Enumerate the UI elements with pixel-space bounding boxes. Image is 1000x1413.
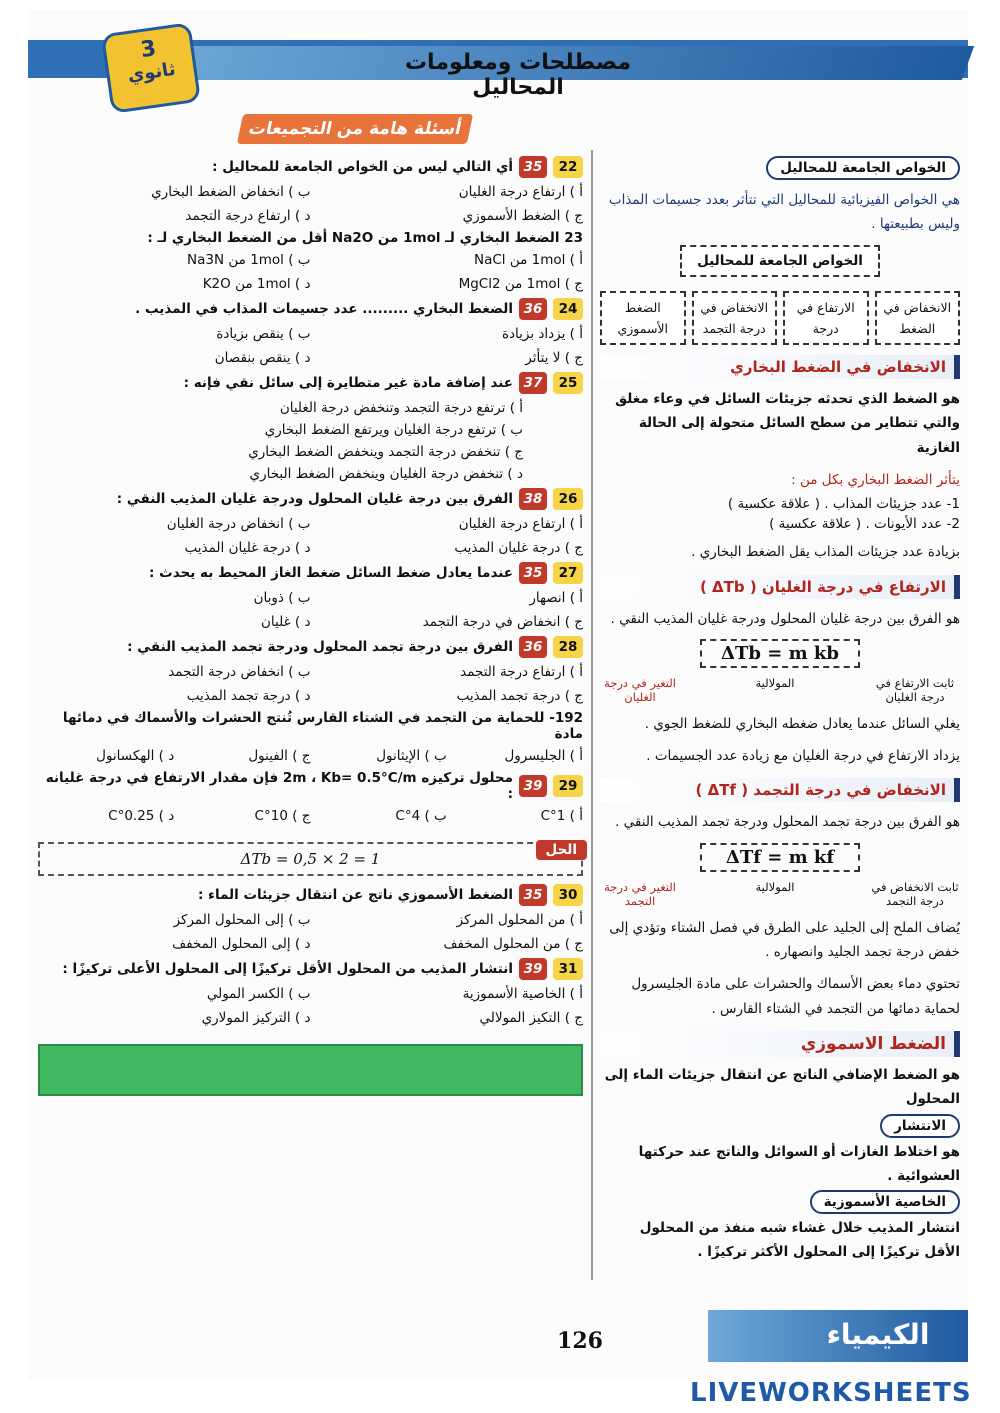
option-a[interactable]: أ ) من المحلول المركز [456,912,583,928]
question-24 [38,298,583,320]
diagram-item: الارتفاع في درجة [783,291,869,346]
question-text: عندما يعادل ضغط السائل ضغط الغاز المحيط به يحدث : [149,565,513,581]
osmosis-pill: الخاصية الأسموزية [810,1190,960,1214]
liveworksheets-logo: LIVEWORKSHEETS [690,1378,972,1408]
formula-label-change: التغير في درجة التجمد [604,879,676,908]
question-number: 28 [553,636,583,658]
question-27 [38,562,583,584]
option-c[interactable]: ج ) 10°C [254,808,311,824]
formula-label-molality: المولالية [755,879,795,894]
option-d[interactable]: د ) التركيز المولاري [201,1010,311,1026]
question-tag: 35 [519,562,547,584]
option-a[interactable]: أ ) ارتفاع درجة التجمد [460,664,583,680]
question-tag: 39 [519,775,547,797]
question-28 [38,636,583,658]
option-c[interactable]: ج ) تنخفض درجة التجمد وينخفض الضغط البخاري [248,444,523,460]
options-28 [38,664,583,704]
options-29 [38,808,583,824]
section-3-note-1: يُضاف الملح إلى الجليد على الطرق في فصل الشتاء وتؤدي إلى خفض درجة تجمد الجليد وانصهاره . [609,919,960,961]
option-d[interactable]: د ) 0.25°C [108,808,175,824]
options-24 [38,326,583,366]
option-b[interactable]: ب ) ذوبان [253,590,311,606]
concepts-column [600,150,960,1267]
diffusion-definition: هو اختلاط الغازات أو السوائل والناتج عند حركتها العشوائية . [638,1143,960,1184]
solution-equation: ΔTb = 0,5 × 2 = 1 [240,850,381,868]
question-text: انتشار المذيب من المحلول الأقل تركيزًا إلى المحلول الأعلى تركيزًا : [62,961,513,977]
section-4-definition: هو الضغط الإضافي الناتج عن انتقال جزيئات الماء إلى المحلول [604,1066,960,1108]
options-30 [38,912,583,952]
diagram-items [600,291,960,346]
question-text: عند إضافة مادة غير متطايرة إلى سائل نقي فإنه : [183,375,513,391]
section-2-title: الارتفاع في درجة الغليان ( ΔTb ) [600,575,960,599]
option-a[interactable]: أ ) يزداد بزيادة [501,326,583,342]
option-a[interactable]: أ ) ترتفع درجة التجمد وتنخفض درجة الغليان [279,400,523,416]
option-d[interactable]: د ) تنخفض درجة الغليان وينخفض الضغط البخاري [249,466,523,482]
option-d[interactable]: د ) غليان [261,614,311,630]
column-divider [591,150,593,1280]
option-b[interactable]: ب ) الإيثانول [376,748,447,764]
section-2-formula: ΔTb = m kb [700,639,860,668]
question-number: 26 [553,488,583,510]
section-1-affects: يتأثر الضغط البخاري بكل من : [791,471,960,488]
option-d[interactable]: د ) 1mol من K2O [202,276,311,292]
question-tag: 36 [519,636,547,658]
question-tag: 36 [519,298,547,320]
colligative-pill: الخواص الجامعة للمحاليل [766,156,960,180]
diagram-item: الانخفاض في درجة التجمد [692,291,778,346]
option-d[interactable]: د ) إلى المحلول المخفف [172,936,311,952]
diffusion-pill: الانتشار [880,1114,960,1138]
question-tag: 37 [519,372,547,394]
option-d[interactable]: د ) درجة تجمد المذيب [186,688,311,704]
option-d[interactable]: د ) الهكسانول [96,748,175,764]
question-tag: 38 [519,488,547,510]
option-b[interactable]: ب ) ترتفع درجة الغليان ويرتفع الضغط البخاري [264,422,523,438]
option-a[interactable]: أ ) 1mol من NaCl [473,252,583,268]
question-31 [38,958,583,980]
section-1-title: الانخفاض في الضغط البخاري [600,355,960,379]
worksheet-page [28,10,968,1380]
question-text: الفرق بين درجة غليان المحلول ودرجة غليان المذيب النقي : [116,491,513,507]
question-tag: 35 [519,156,547,178]
section-2-note-1: يغلي السائل عندما يعادل ضغطه البخاري للضغط الجوي . [644,715,960,732]
section-banner: أسئلة هامة من التجميعات [237,114,473,144]
question-text: الفرق بين درجة تجمد المحلول ودرجة تجمد المذيب النقي : [127,639,513,655]
options-22 [38,184,583,224]
option-d[interactable]: د ) درجة غليان المذيب [184,540,311,556]
section-2-formula-labels [600,676,960,704]
question-30 [38,884,583,906]
section-2-definition: هو الفرق بين درجة غليان المحلول ودرجة غليان المذيب النقي . [610,610,960,627]
colligative-definition: هي الخواص الفيزيائية للمحاليل التي تتأثر بعدد جسيمات المذاب وليس بطبيعتها . [608,192,960,233]
option-b[interactable]: ب ) 4°C [395,808,447,824]
options-31 [38,986,583,1026]
question-text: أي التالي ليس من الخواص الجامعة للمحاليل : [212,159,513,175]
section-1-definition: هو الضغط الذي تحدثه جزيئات السائل في وعاء مغلق والتي تتطاير من سطح السائل متحولة إلى الحالة الغازية [615,391,960,456]
question-192-text: 192- للحماية من التجمد في الشتاء القارس تُنتج الحشرات والأسماك في دمائها مادة [62,710,583,742]
option-b[interactable]: ب ) 1mol من Na3N [187,252,311,268]
section-4-title: الضغط الاسموزي [600,1031,960,1057]
page-number: 126 [557,1328,603,1354]
question-number: 30 [553,884,583,906]
question-number: 24 [553,298,583,320]
question-tag: 39 [519,958,547,980]
solution-box [38,842,583,876]
option-a[interactable]: أ ) ارتفاع درجة الغليان [458,184,583,200]
grade-label: ثانوي [126,58,177,87]
option-d[interactable]: د ) ينقص بنقصان [214,350,311,366]
section-3-formula-labels [600,880,960,908]
option-a[interactable]: أ ) الخاصية الأسموزية [462,986,583,1002]
question-23-text: 23 الضغط البخاري لـ 1mol من Na2O أقل من الضغط البخاري لـ : [147,230,583,246]
option-a[interactable]: أ ) انصهار [529,590,583,606]
formula-label-const: ثابت الانخفاض في درجة التجمد [871,879,959,908]
option-a[interactable]: أ ) ارتفاع درجة الغليان [458,516,583,532]
grade-number: 3 [139,36,158,64]
section-3-formula: ΔTf = m kf [700,843,860,872]
option-d[interactable]: د ) ارتفاع درجة التجمد [185,208,311,224]
question-number: 25 [553,372,583,394]
questions-column [38,150,583,1096]
question-text: الضغط الأسموزي ناتج عن انتقال جزيئات الماء : [197,887,513,903]
options-26 [38,516,583,556]
diagram-item: الانخفاض في الضغط [875,291,961,346]
question-number: 22 [553,156,583,178]
options-25 [38,400,583,482]
option-c[interactable]: ج ) الفينول [248,748,311,764]
section-1-note: بزيادة عدد جزيئات المذاب يقل الضغط البخاري . [691,544,960,561]
option-c[interactable]: ج ) التكيز المولالي [479,1010,583,1026]
question-25 [38,372,583,394]
formula-label-molality: المولالية [755,675,795,690]
question-22 [38,156,583,178]
option-c[interactable]: ج ) الضغط الأسموزي [462,208,583,224]
question-text: الضغط البخاري ......... عدد جسيمات المذاب في المذيب . [135,301,513,317]
option-b[interactable]: ب ) انخفاض درجة الغليان [166,516,311,532]
solution-label: الحل [536,840,587,860]
question-number: 31 [553,958,583,980]
grade-badge [101,22,201,114]
option-c[interactable]: ج ) من المحلول المخفف [443,936,583,952]
answer-input-box[interactable] [38,1044,583,1096]
section-2-note-2: يزداد الارتفاع في درجة الغليان مع زيادة عدد الجسيمات . [646,748,960,765]
question-text: محلول تركيزه 2m ، Kb= 0.5°C/m فإن مقدار الارتفاع في درجة غليانه : [45,770,513,802]
section-3-note-2: تحتوي دماء بعض الأسماك والحشرات على مادة الجليسرول لحماية دمائها من التجمد في الشتاء القارس . [631,976,960,1017]
question-26 [38,488,583,510]
section-3-title: الانخفاض في درجة التجمد ( ΔTf ) [600,778,960,802]
page-title: مصطلحات ومعلومات المحاليل [404,50,632,100]
option-c[interactable]: ج ) 1mol من MgCl2 [458,276,583,292]
option-b[interactable]: ب ) ينقص بزيادة [216,326,311,342]
option-c[interactable]: ج ) درجة غليان المذيب [454,540,583,556]
options-27 [38,590,583,630]
question-tag: 35 [519,884,547,906]
option-a[interactable]: أ ) 1°C [540,808,583,824]
option-c[interactable]: ج ) لا يتأثر [525,350,583,366]
diagram-title: الخواص الجامعة للمحاليل [680,245,880,277]
option-b[interactable]: ب ) إلى المحلول المركز [173,912,311,928]
diagram-item: الضغط الأسموزي [600,291,686,346]
footer-subject: الكيمياء [826,1318,930,1351]
option-b[interactable]: ب ) انخفاض الضغط البخاري [151,184,311,200]
formula-label-const: ثابت الارتفاع في درجة الغليان [875,675,955,704]
option-a[interactable]: أ ) الجليسرول [504,748,583,764]
option-c[interactable]: ج ) درجة تجمد المذيب [456,688,583,704]
options-23 [38,252,583,292]
question-29 [38,770,583,802]
section-1-factor-1: 1- عدد جزيئات المذاب . ( علاقة عكسية ) [727,496,960,513]
osmosis-definition: انتشار المذيب خلال غشاء شبه منفذ من المحلول الأقل تركيزًا إلى المحلول الأكثر تركيزًا . [639,1220,960,1261]
section-1-factor-2: 2- عدد الأيونات . ( علاقة عكسية ) [769,516,960,533]
question-number: 27 [553,562,583,584]
formula-label-change: التغير في درجة الغليان [604,675,676,704]
question-number: 29 [553,775,583,797]
section-3-definition: هو الفرق بين درجة تجمد المحلول ودرجة تجمد المذيب النقي . [615,814,960,831]
option-c[interactable]: ج ) انخفاض في درجة التجمد [422,614,583,630]
option-b[interactable]: ب ) الكسر المولي [206,986,311,1002]
options-192 [38,748,583,764]
option-b[interactable]: ب ) انخفاض درجة التجمد [168,664,311,680]
